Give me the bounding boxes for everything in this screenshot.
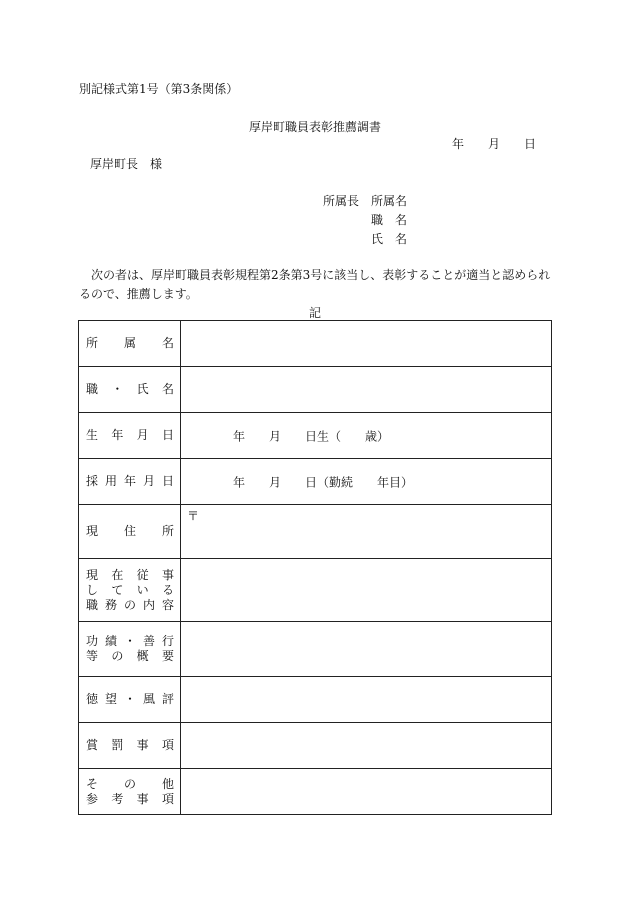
row-label-line: 参 考 事 項 <box>86 791 174 806</box>
sender-block <box>323 194 407 251</box>
body-text: 次の者は、厚岸町職員表彰規程第2条第3号に該当し、表彰することが適当と認められるので、推薦します。 <box>79 268 551 301</box>
row-label <box>79 505 181 559</box>
row-value[interactable] <box>181 677 552 723</box>
date-line: 年 月 日 <box>452 137 537 151</box>
row-value[interactable] <box>181 723 552 769</box>
row-label-line: 生 年 月 日 <box>86 428 174 442</box>
table-row <box>79 367 552 413</box>
table-row <box>79 769 552 815</box>
row-label <box>79 559 181 622</box>
row-value-text: 年 月 日（勤続 年目） <box>233 475 414 489</box>
table-row <box>79 413 552 459</box>
row-label-line: 職 ・ 氏 名 <box>86 382 174 396</box>
table-row <box>79 321 552 367</box>
row-value-text: 年 月 日生（ 歳） <box>233 429 390 443</box>
row-value[interactable] <box>181 769 552 815</box>
row-value[interactable] <box>181 505 552 559</box>
addressee: 厚岸町長 様 <box>90 157 163 171</box>
row-label <box>79 769 181 815</box>
document-title: 厚岸町職員表彰推薦調書 <box>248 120 381 134</box>
row-value[interactable] <box>181 559 552 622</box>
row-label <box>79 677 181 723</box>
row-label-line: そ の 他 <box>86 776 174 791</box>
table-row <box>79 459 552 505</box>
sender-position: 職 名 <box>371 213 408 227</box>
ki-heading: 記 <box>308 306 321 320</box>
row-label <box>79 367 181 413</box>
row-value[interactable] <box>181 367 552 413</box>
row-label-line: 所 属 名 <box>86 336 174 350</box>
table-row <box>79 622 552 677</box>
row-label-line: 採 用 年 月 日 <box>86 474 174 488</box>
row-label-line: 賞 罰 事 項 <box>86 738 174 752</box>
row-label <box>79 321 181 367</box>
row-label-line: 職 務 の 内 容 <box>86 597 174 612</box>
table-row <box>79 559 552 622</box>
recommendation-table <box>78 320 552 815</box>
table-row <box>79 505 552 559</box>
form-id: 別記様式第1号（第3条関係） <box>79 82 239 96</box>
table-row <box>79 677 552 723</box>
row-label-line: 徳 望 ・ 風 評 <box>86 692 174 706</box>
postal-mark: 〒 <box>187 509 200 523</box>
row-value[interactable] <box>181 459 552 505</box>
row-label <box>79 413 181 459</box>
sender-name: 氏 名 <box>371 232 408 246</box>
row-label-line: 現 在 従 事 <box>86 567 174 582</box>
row-value[interactable] <box>181 622 552 677</box>
table-row <box>79 723 552 769</box>
row-value[interactable] <box>181 321 552 367</box>
row-label <box>79 622 181 677</box>
row-label-line: 現 住 所 <box>86 524 174 538</box>
row-label <box>79 459 181 505</box>
sender-dept: 所属長 所属名 <box>323 194 408 208</box>
row-label-line: し て い る <box>86 582 174 597</box>
row-value[interactable] <box>181 413 552 459</box>
row-label-line: 功 績 ・ 善 行 <box>86 634 174 648</box>
row-label-line: 等 の 概 要 <box>86 649 174 663</box>
row-label <box>79 723 181 769</box>
